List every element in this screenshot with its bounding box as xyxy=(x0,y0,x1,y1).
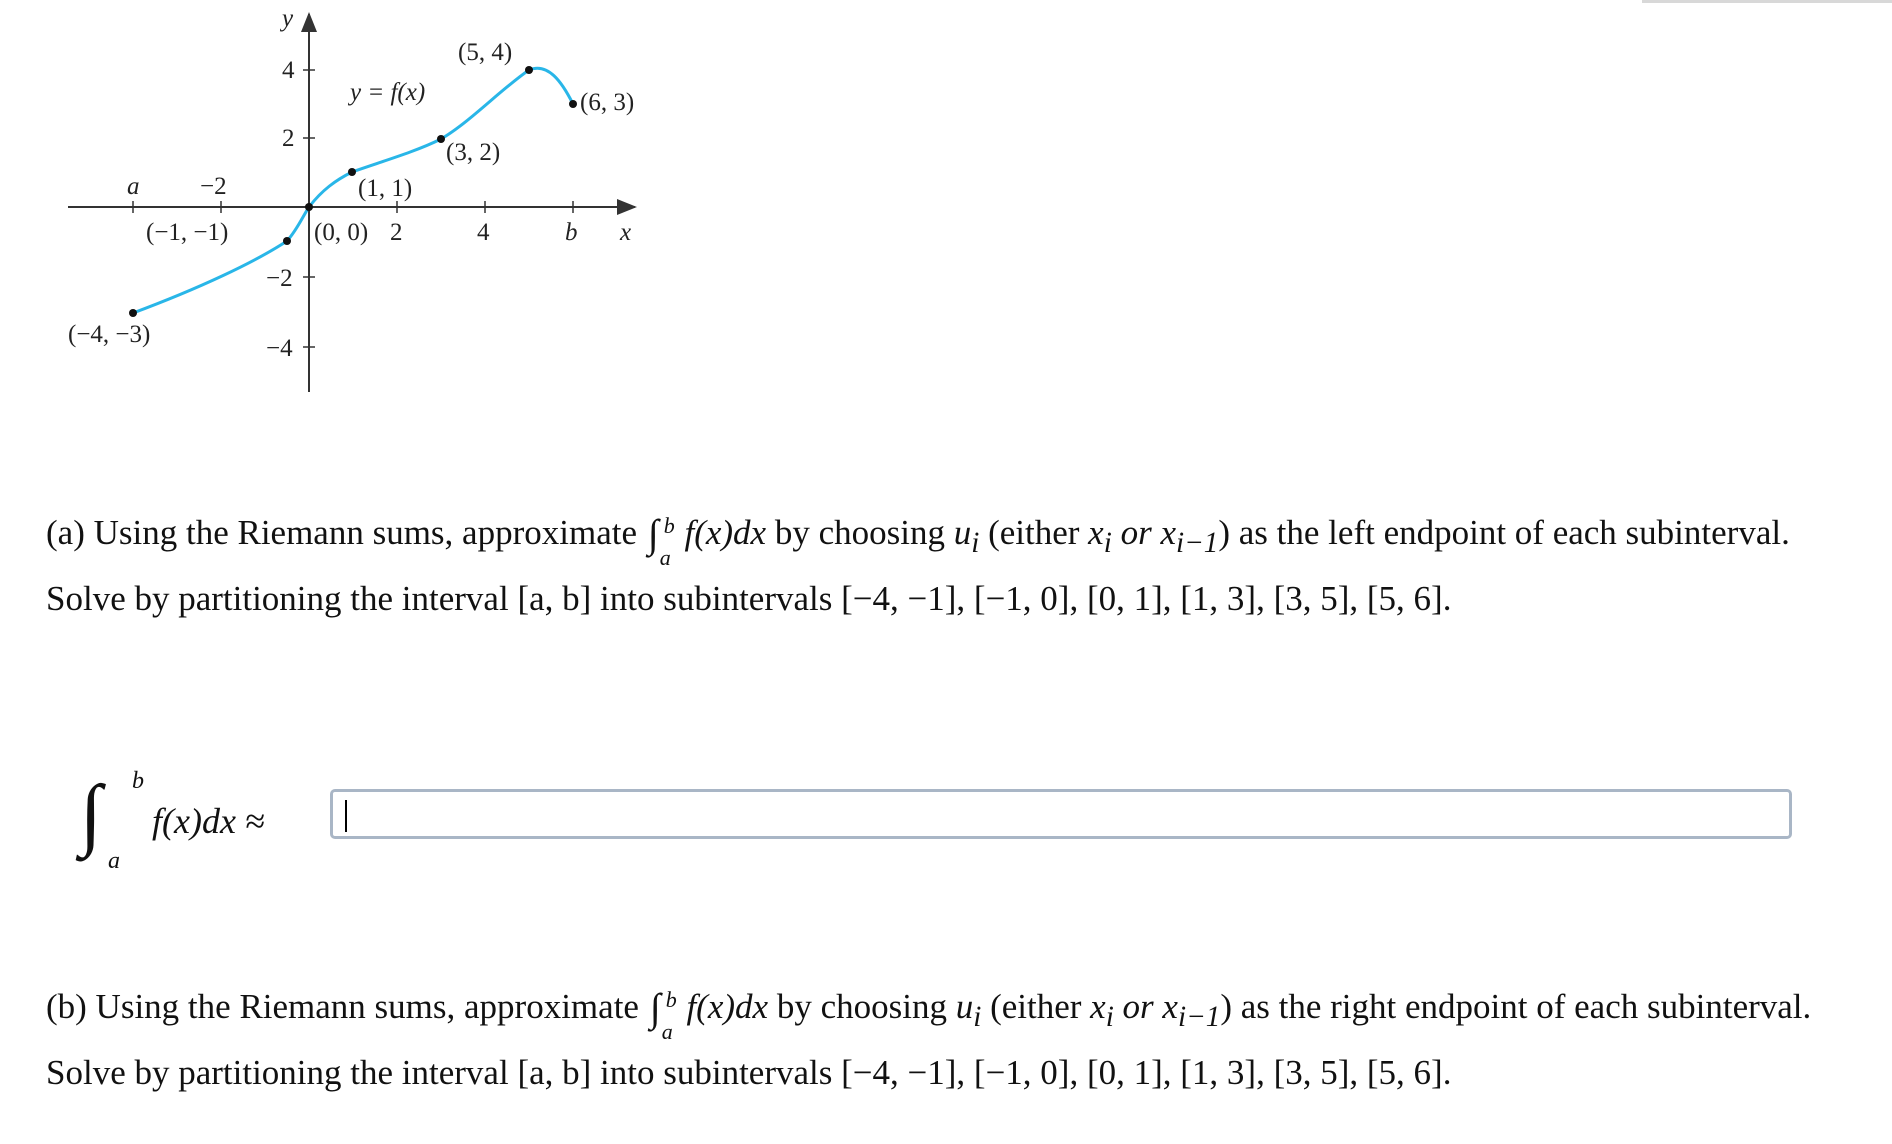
y-tick-neg2: −2 xyxy=(266,265,293,292)
label-point-5-4: (5, 4) xyxy=(458,39,513,66)
question-part-b xyxy=(46,979,1876,1101)
part-a-xim1: $x_{i-1}$ xyxy=(1160,513,1219,559)
point-5-4 xyxy=(525,66,533,74)
part-a-prefix: (a) Using the Riemann sums, approximate xyxy=(46,513,637,552)
part-a-ui: $u_i$ xyxy=(953,513,980,559)
x-tick-neg2: −2 xyxy=(200,173,227,200)
answer-input[interactable] xyxy=(330,789,1792,839)
part-b-lower-limit: a xyxy=(661,1019,673,1044)
part-b-mid: by choosing xyxy=(776,987,947,1026)
part-a-suffix: as the left endpoint of each subinterval. Solve by partitioning the interval [a, b] into subintervals [−4, −1], [−1, 0], [0, 1], [1, 3], [3, 5], [5, 6]. xyxy=(46,513,1790,618)
x-tick-4: 4 xyxy=(477,219,490,246)
x-tick-a: a xyxy=(127,173,140,200)
part-b-ui: $u_i$ xyxy=(955,987,982,1033)
label-point-6-3: (6, 3) xyxy=(580,89,635,116)
point-0-0 xyxy=(305,203,313,211)
part-a-upper-limit: b xyxy=(663,513,675,538)
part-a-mid: by choosing xyxy=(774,513,945,552)
part-a-or: or xyxy=(1120,513,1152,552)
label-point-1-1: (1, 1) xyxy=(358,175,413,202)
part-b-or: or xyxy=(1122,987,1154,1026)
answer-upper-limit: b xyxy=(132,768,144,794)
part-b-upper-limit: b xyxy=(665,987,677,1012)
question-part-a xyxy=(46,505,1876,627)
part-b-xim1: $x_{i-1}$ xyxy=(1162,987,1221,1033)
part-b-integral: ∫ b a xyxy=(648,986,678,1022)
part-b-paren-open: (either xyxy=(990,987,1082,1026)
part-b-suffix: as the right endpoint of each subinterval. Solve by partitioning the interval [a, b] into subintervals [−4, −1], [−1, 0], [0, 1], [1, 3], [3, 5], [5, 6]. xyxy=(46,987,1812,1092)
y-tick-4: 4 xyxy=(282,57,295,84)
part-b-integrand: f(x)dx xyxy=(686,987,769,1026)
x-axis-label: x xyxy=(620,219,632,246)
y-axis-label: y xyxy=(282,5,294,32)
point-neg1-neg1 xyxy=(283,237,291,245)
label-point-0-0: (0, 0) xyxy=(314,219,369,246)
y-tick-2: 2 xyxy=(282,125,295,152)
answer-integral: ∫ b a xyxy=(80,768,144,874)
part-a-integrand: f(x)dx xyxy=(684,513,767,552)
part-b-prefix: (b) Using the Riemann sums, approximate xyxy=(46,987,639,1026)
y-tick-neg4: −4 xyxy=(266,335,293,362)
part-a-integral: ∫ b a xyxy=(646,512,676,548)
top-divider xyxy=(1642,0,1892,3)
function-label: y = f(x) xyxy=(350,79,426,106)
part-a-paren-close: ) xyxy=(1218,513,1231,552)
part-a-xi: $x_i$ xyxy=(1088,513,1112,559)
part-b-xi: $x_i$ xyxy=(1090,987,1114,1033)
part-a-paren-open: (either xyxy=(988,513,1080,552)
point-6-3 xyxy=(569,100,577,108)
x-tick-b: b xyxy=(565,219,578,246)
label-point-neg4-neg3: (−4, −3) xyxy=(68,321,151,348)
text-caret xyxy=(345,800,347,832)
answer-lower-limit: a xyxy=(108,848,120,874)
function-graph xyxy=(0,0,700,410)
x-tick-2: 2 xyxy=(390,219,403,246)
point-1-1 xyxy=(348,168,356,176)
point-neg4-neg3 xyxy=(129,309,137,317)
part-a-lower-limit: a xyxy=(659,545,671,570)
point-3-2 xyxy=(437,135,445,143)
part-b-paren-close: ) xyxy=(1220,987,1232,1026)
label-point-3-2: (3, 2) xyxy=(446,139,501,166)
answer-row xyxy=(80,770,1800,880)
label-point-neg1-neg1: (−1, −1) xyxy=(146,219,229,246)
answer-integrand: f(x)dx ≈ xyxy=(152,801,265,841)
